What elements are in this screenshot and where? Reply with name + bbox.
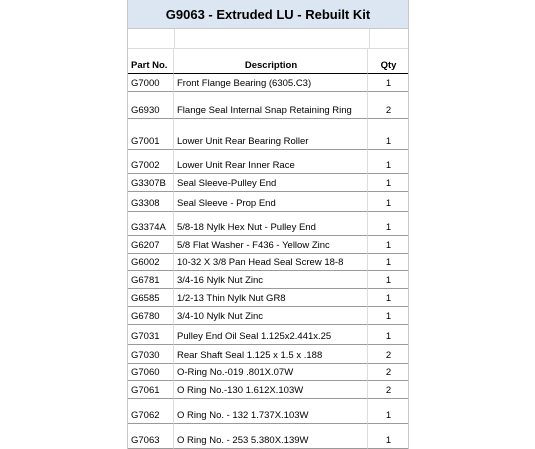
description-cell: O Ring No. - 253 5.380X.139W <box>174 424 368 449</box>
description-cell: Lower Unit Rear Inner Race <box>174 150 368 174</box>
part-no-cell: G6002 <box>128 254 174 271</box>
blank-row <box>128 29 408 49</box>
description-cell: O-Ring No.-019 .801X.07W <box>174 364 368 381</box>
qty-cell: 1 <box>368 150 408 174</box>
qty-cell: 1 <box>368 74 408 92</box>
sheet-title: G9063 - Extruded LU - Rebuilt Kit <box>128 0 408 29</box>
part-no-cell: G7061 <box>128 381 174 399</box>
part-no-cell: G7001 <box>128 119 174 150</box>
description-cell: 5/8-18 Nylk Hex Nut - Pulley End <box>174 212 368 236</box>
description-cell: Pulley End Oil Seal 1.125x2.441x.25 <box>174 325 368 345</box>
header-description: Description <box>174 49 368 74</box>
description-cell: O Ring No. - 132 1.737X.103W <box>174 399 368 424</box>
description-cell: 5/8 Flat Washer - F436 - Yellow Zinc <box>174 236 368 254</box>
part-no-cell: G6930 <box>128 92 174 119</box>
qty-cell: 1 <box>368 325 408 345</box>
qty-cell: 1 <box>368 236 408 254</box>
description-cell: Rear Shaft Seal 1.125 x 1.5 x .188 <box>174 345 368 364</box>
qty-cell: 2 <box>368 381 408 399</box>
qty-cell: 2 <box>368 345 408 364</box>
part-no-cell: G6207 <box>128 236 174 254</box>
header-part-no: Part No. <box>128 49 174 74</box>
qty-cell: 1 <box>368 271 408 289</box>
qty-cell: 1 <box>368 119 408 150</box>
part-no-cell: G3374A <box>128 212 174 236</box>
part-no-cell: G3308 <box>128 192 174 212</box>
qty-cell: 1 <box>368 254 408 271</box>
part-no-cell: G6780 <box>128 307 174 325</box>
qty-cell: 1 <box>368 399 408 424</box>
header-qty: Qty <box>368 49 408 74</box>
qty-cell: 1 <box>368 307 408 325</box>
qty-cell: 1 <box>368 424 408 449</box>
qty-cell: 1 <box>368 192 408 212</box>
description-cell: Lower Unit Rear Bearing Roller <box>174 119 368 150</box>
part-no-cell: G6585 <box>128 289 174 307</box>
description-cell: 3/4-10 Nylk Nut Zinc <box>174 307 368 325</box>
description-cell: Flange Seal Internal Snap Retaining Ring <box>174 92 368 119</box>
qty-cell: 2 <box>368 92 408 119</box>
part-no-cell: G7062 <box>128 399 174 424</box>
blank-cell <box>175 29 370 48</box>
part-no-cell: G6781 <box>128 271 174 289</box>
blank-cell <box>128 29 175 48</box>
part-no-cell: G7002 <box>128 150 174 174</box>
parts-table <box>128 49 408 449</box>
description-cell: 10-32 X 3/8 Pan Head Seal Screw 18-8 <box>174 254 368 271</box>
qty-cell: 2 <box>368 364 408 381</box>
part-no-cell: G7063 <box>128 424 174 449</box>
description-cell: Front Flange Bearing (6305.C3) <box>174 74 368 92</box>
part-no-cell: G7060 <box>128 364 174 381</box>
description-cell: Seal Sleeve-Pulley End <box>174 174 368 192</box>
description-cell: 3/4-16 Nylk Nut Zinc <box>174 271 368 289</box>
description-cell: Seal Sleeve - Prop End <box>174 192 368 212</box>
part-no-cell: G7031 <box>128 325 174 345</box>
parts-sheet <box>127 0 409 449</box>
part-no-cell: G7000 <box>128 74 174 92</box>
description-cell: O Ring No.-130 1.612X.103W <box>174 381 368 399</box>
part-no-cell: G3307B <box>128 174 174 192</box>
description-cell: 1/2-13 Thin Nylk Nut GR8 <box>174 289 368 307</box>
qty-cell: 1 <box>368 174 408 192</box>
qty-cell: 1 <box>368 289 408 307</box>
part-no-cell: G7030 <box>128 345 174 364</box>
qty-cell: 1 <box>368 212 408 236</box>
